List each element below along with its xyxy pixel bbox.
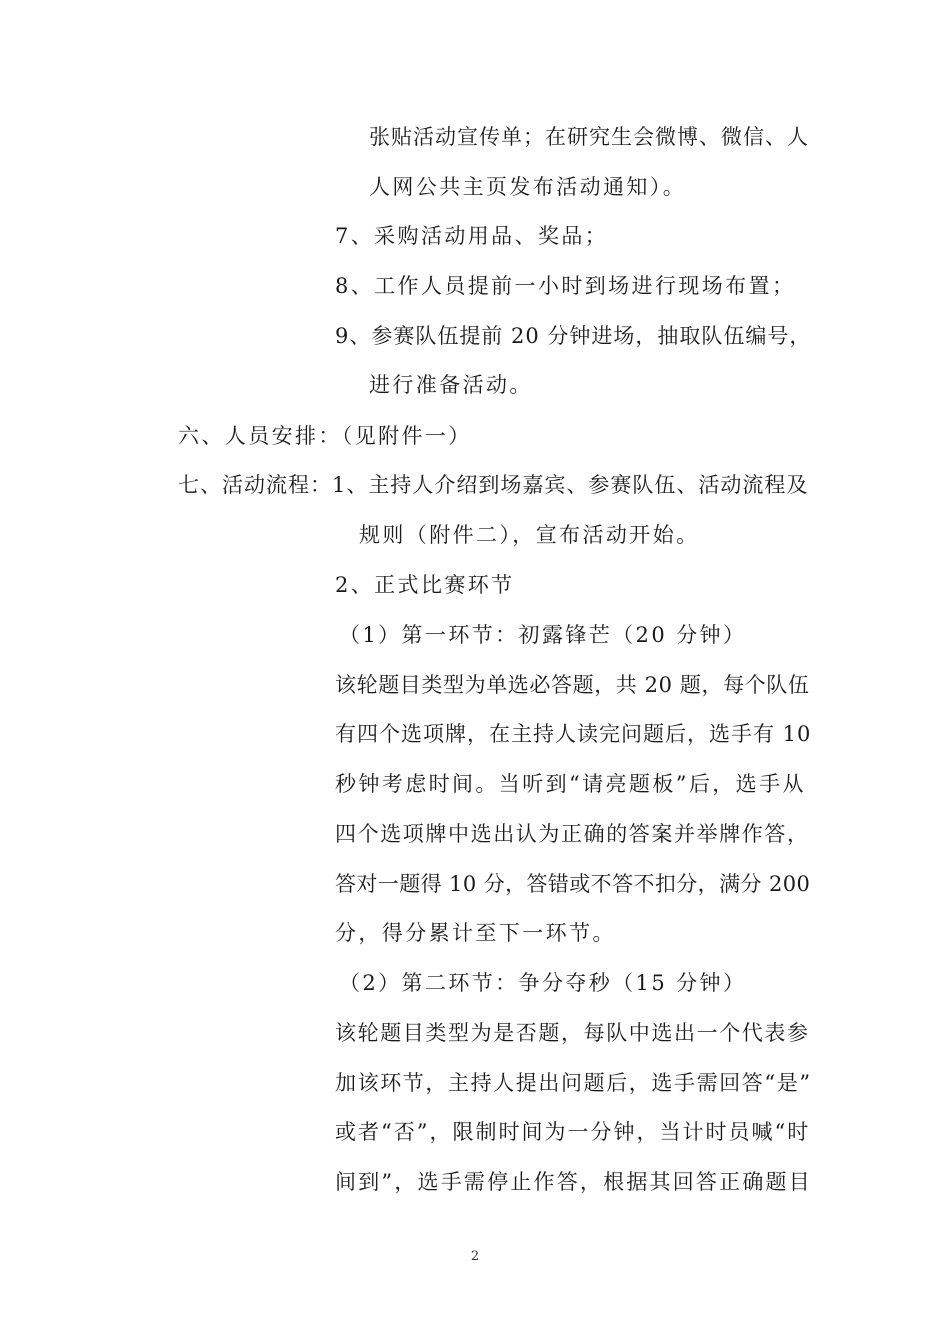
- list-item: 8、工作人员提前一小时到场进行现场布置；: [335, 274, 796, 298]
- section-heading: 六、人员安排：（见附件一）: [178, 424, 472, 448]
- paragraph-line: 加该环节，主持人提出问题后，选手需回答“是”: [335, 1071, 812, 1095]
- paragraph-line: 该轮题目类型为单选必答题，共 20 题，每个队伍: [335, 673, 810, 697]
- paragraph-line: 答对一题得 10 分，答错或不答不扣分，满分 200: [335, 872, 811, 896]
- subsection-heading: （2）第二环节：争分夺秒（15 分钟）: [339, 971, 747, 995]
- subsection-heading: （1）第一环节：初露锋芒（20 分钟）: [339, 623, 747, 647]
- text-line: 人网公共主页发布活动通知）。: [369, 175, 687, 199]
- list-item: 7、采购活动用品、奖品；: [335, 224, 609, 248]
- paragraph-line: 该轮题目类型为是否题，每队中选出一个代表参: [335, 1021, 810, 1045]
- text-line: 张贴活动宣传单；在研究生会微博、微信、人: [369, 125, 809, 149]
- paragraph-line: 四个选项牌中选出认为正确的答案并举牌作答，: [335, 822, 810, 846]
- paragraph-line: 分，得分累计至下一环节。: [335, 921, 616, 945]
- page-number: 2: [470, 1249, 480, 1264]
- list-item: 2、正式比赛环节: [335, 573, 515, 597]
- text-line: 进行准备活动。: [369, 373, 533, 397]
- list-item: 9、参赛队伍提前 20 分钟进场，抽取队伍编号，: [335, 324, 812, 348]
- text-line: 规则（附件二），宣布活动开始。: [359, 523, 700, 547]
- paragraph-line: 秒钟考虑时间。当听到“请亮题板”后，选手从: [335, 772, 806, 796]
- paragraph-line: 有四个选项牌，在主持人读完问题后，选手有 10: [335, 722, 812, 746]
- section-heading: 七、活动流程：1、主持人介绍到场嘉宾、参赛队伍、活动流程及: [178, 473, 809, 497]
- paragraph-line: 间到”，选手需停止作答，根据其回答正确题目: [335, 1170, 812, 1194]
- paragraph-line: 或者“否”，限制时间为一分钟，当计时员喊“时: [335, 1120, 811, 1144]
